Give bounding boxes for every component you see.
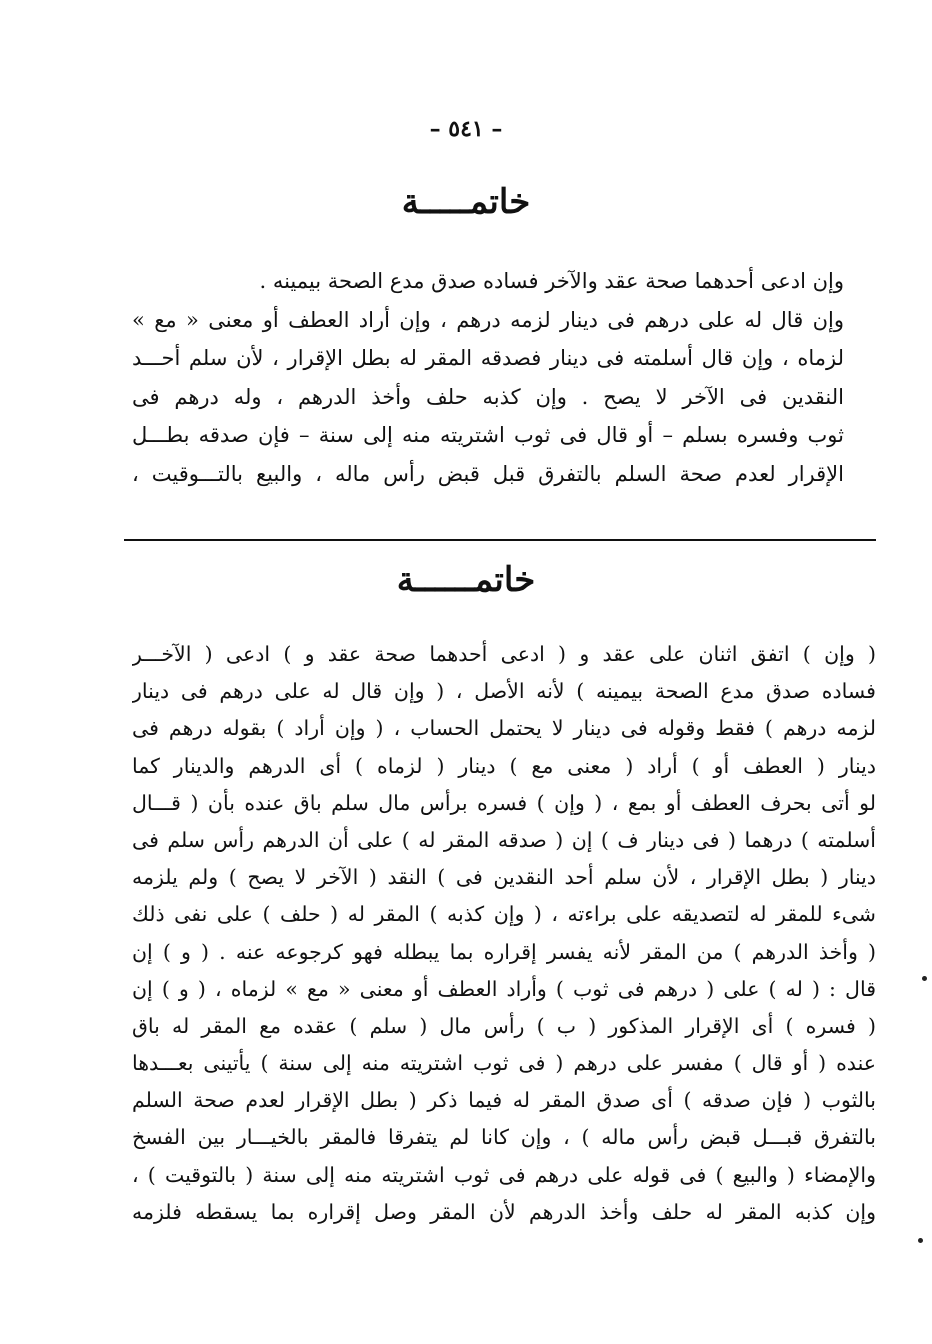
matn-line: الإقرار لعدم صحة السلم بالتفرق قبل قبض رأس ماله ، والبيع بالتـــوقيت ، xyxy=(132,461,844,486)
page-number: – ٥٤١ – xyxy=(429,116,503,142)
margin-mark xyxy=(918,1238,923,1243)
sharh-line: وإن كذبه المقر له حلف وأخذ الدرهم لأن المقر وصل إقراره بما يسقطه فلزمه xyxy=(132,1199,876,1224)
matn-line: ثوب وفسره بسلم – أو قال فى ثوب اشتريته منه إلى سنة – فإن صدقه بطـــل xyxy=(132,423,844,447)
sharh-line: لو أتى بحرف العطف أو بمع ، ( وإن ) فسره برأس مال سلم باق عنده بأن ( قـــال xyxy=(132,790,876,815)
sharh-line: فساده صدق مدع الصحة بيمينه ) لأنه الأصل ، ( وإن قال له على درهم فى دينار xyxy=(132,679,876,704)
matn-line: وإن ادعى أحدهما صحة عقد والآخر فساده صدق مدع الصحة بيمينه . xyxy=(259,269,844,293)
sharh-text-block xyxy=(132,636,876,1231)
sharh-line: بالثوب ( فإن صدقه ) أى صدق المقر له فيما ذكر ( بطل الإقرار لعدم صحة السلم xyxy=(132,1088,876,1113)
section-divider xyxy=(124,539,876,541)
sharh-line: عنده ( أو قال ) مفسر على درهم ( فى ثوب اشتريته منه إلى سنة ) يأتينى بعـــدها xyxy=(132,1051,876,1076)
matn-line: لزماه ، وإن قال أسلمته فى دينار فصدقه المقر له بطل الإقرار ، لأن سلم أحـــد xyxy=(132,346,844,370)
sharh-line: دينار ( العطف أو ) أراد ( معنى مع ) دينار ( لزماه ) أى الدرهم والدينار كما xyxy=(132,753,876,778)
matn-line: وإن قال له على درهم فى دينار لزمه درهم ، وإن أراد العطف أو معنى « مع » xyxy=(132,307,844,332)
matn-line: النقدين فى الآخر لا يصح . وإن كذبه حلف وأخذ الدرهم ، وله درهم فى xyxy=(132,384,844,409)
sharh-line: والإمضاء ( والبيع ) فى قوله على درهم فى ثوب اشتريته منه إلى سنة ( بالتوقيت ) ، xyxy=(132,1162,876,1187)
sharh-line: قال : ( له ) على ( درهم فى ثوب ) وأراد العطف أو معنى « مع » لزماه ، ( و ) إن xyxy=(132,976,876,1001)
margin-mark xyxy=(922,976,927,981)
sharh-line: ( وأخذ الدرهم ) من المقر لأنه يفسر إقراره بما يبطله فهو كرجوعه عنه . ( و ) إن xyxy=(132,939,876,964)
sharh-line: شىء للمقر له لتصديقه على براءته ، ( وإن كذبه ) المقر له ( حلف ) على نفى ذلك xyxy=(132,902,876,927)
sharh-line: بالتفرق قبـــل قبض رأس ماله ) ، وإن كانا لم يتفرقا فالمقر بالخيـــار بين الفسخ xyxy=(132,1125,876,1150)
matn-text-block xyxy=(132,262,844,493)
sharh-line: دينار ( بطل الإقرار ، لأن سلم أحد النقدين فى ) النقد ( الآخر لا يصح ) ولم يلزمه xyxy=(132,865,876,890)
sharh-line: ( وإن ) اتفق اثنان على عقد و ( ادعى أحدهما صحة عقد و ) ادعى ( الآخـــر xyxy=(132,642,876,666)
matn-heading: خاتمـــــة xyxy=(401,182,531,222)
sharh-heading: خاتمــــــة xyxy=(396,560,536,600)
sharh-line: ( فسره ) أى الإقرار المذكور ( ب ) رأس مال ( سلم ) عقده مع المقر له باق xyxy=(132,1013,876,1038)
sharh-line: أسلمته ) درهما ( فى دينار ف ) إن ( صدقه المقر له ) على أن الدرهم رأس سلم فى xyxy=(132,827,876,852)
sharh-line: لزمه درهم ) فقط وقوله فى دينار لا يحتمل الحساب ، ( وإن أراد ) بقوله درهم فى xyxy=(132,716,876,741)
